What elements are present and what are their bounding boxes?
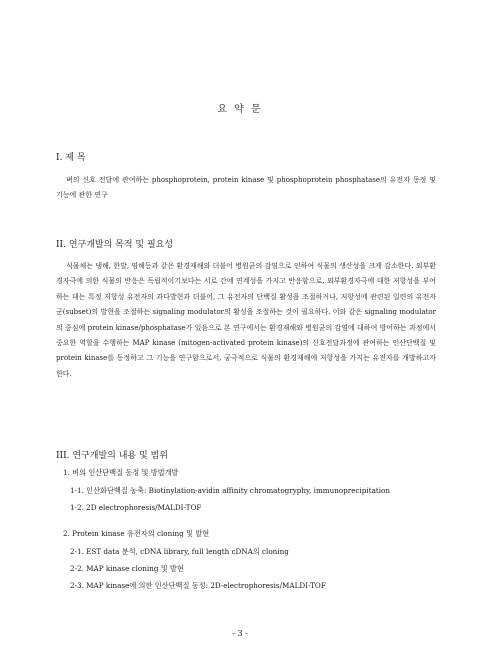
scope-item: 1-1. 인산화단백질 농축: Biotinylation-avidin affinity chromatogryphy, immunoprecipitation (70, 486, 391, 495)
scope-heading-2: 2. Protein kinase 유전자의 cloning 및 발현 (63, 529, 210, 538)
section-title-3: III. 연구개발의 내용 및 범위 (56, 451, 168, 461)
section-title-2: II. 연구개발의 목적 및 필요성 (56, 240, 174, 250)
section-2-paragraph: 식물체는 냉해, 한발, 염해등과 같은 환경재해와 더불어 병원균의 감염으로 인하여 식물의 생산성을 크게 감소한다. 외부환경자극에 의한 식물의 반응은 독립적이기보다는 서로 간에 연계성을 가지고 반응함으로, 외부환경자극에 대한 저항성을 부여하는 데는 특정 저항성 유전자의 과다발현과 더불어, 그 유전자의 단백질 활성을 조절하거나, 저항성에 관련된 일련의 유전자 군(subset)의 발현을 조절하는 signaling modulator의 활성을 조절하는 것이 필요하다. 이와 같은 signaling modulator의 중심에 protein kinase/phosphatase가 있음으로 본 연구에서는 환경재해와 병원균의 감염에 대하여 방어하는 과정에서 중요한 역할을 수행하는 MAP kinase (mitogen-activated protein kinase)의 신호전달과정에 관여하는 인산단백질 및 protein kinase를 동정하고 그 기능을 연구함으로서, 궁극적으로 식물의 환경재해에 저항성을 가지는 유전자를 개발하고자 한다. (56, 262, 436, 378)
scope-item: 2-3. MAP kinase에 의한 인산단백질 동정: 2D-electrophoresis/MALDI-TOF (70, 581, 326, 590)
scope-item: 2-2. MAP kinase cloning 및 발현 (70, 564, 184, 573)
scope-item: 1-2. 2D electrophoresis/MALDI-TOF (70, 503, 202, 512)
page-number: - 3 - (232, 629, 248, 638)
scope-heading-1: 1. 벼의 인산단백질 동정 및 방법개발 (63, 468, 179, 477)
scope-item: 2-1. EST data 분석, cDNA library, full length cDNA의 cloning (70, 547, 289, 556)
document-title: 요 약 문 (217, 104, 263, 115)
section-1-paragraph: 벼의 신호 전달에 관여하는 phosphoprotein, protein kinase 및 phosphoprotein phosphatase의 유전자 동정 및 기능에 관한 연구 (56, 176, 436, 200)
section-title-1: I. 제 목 (56, 153, 86, 163)
